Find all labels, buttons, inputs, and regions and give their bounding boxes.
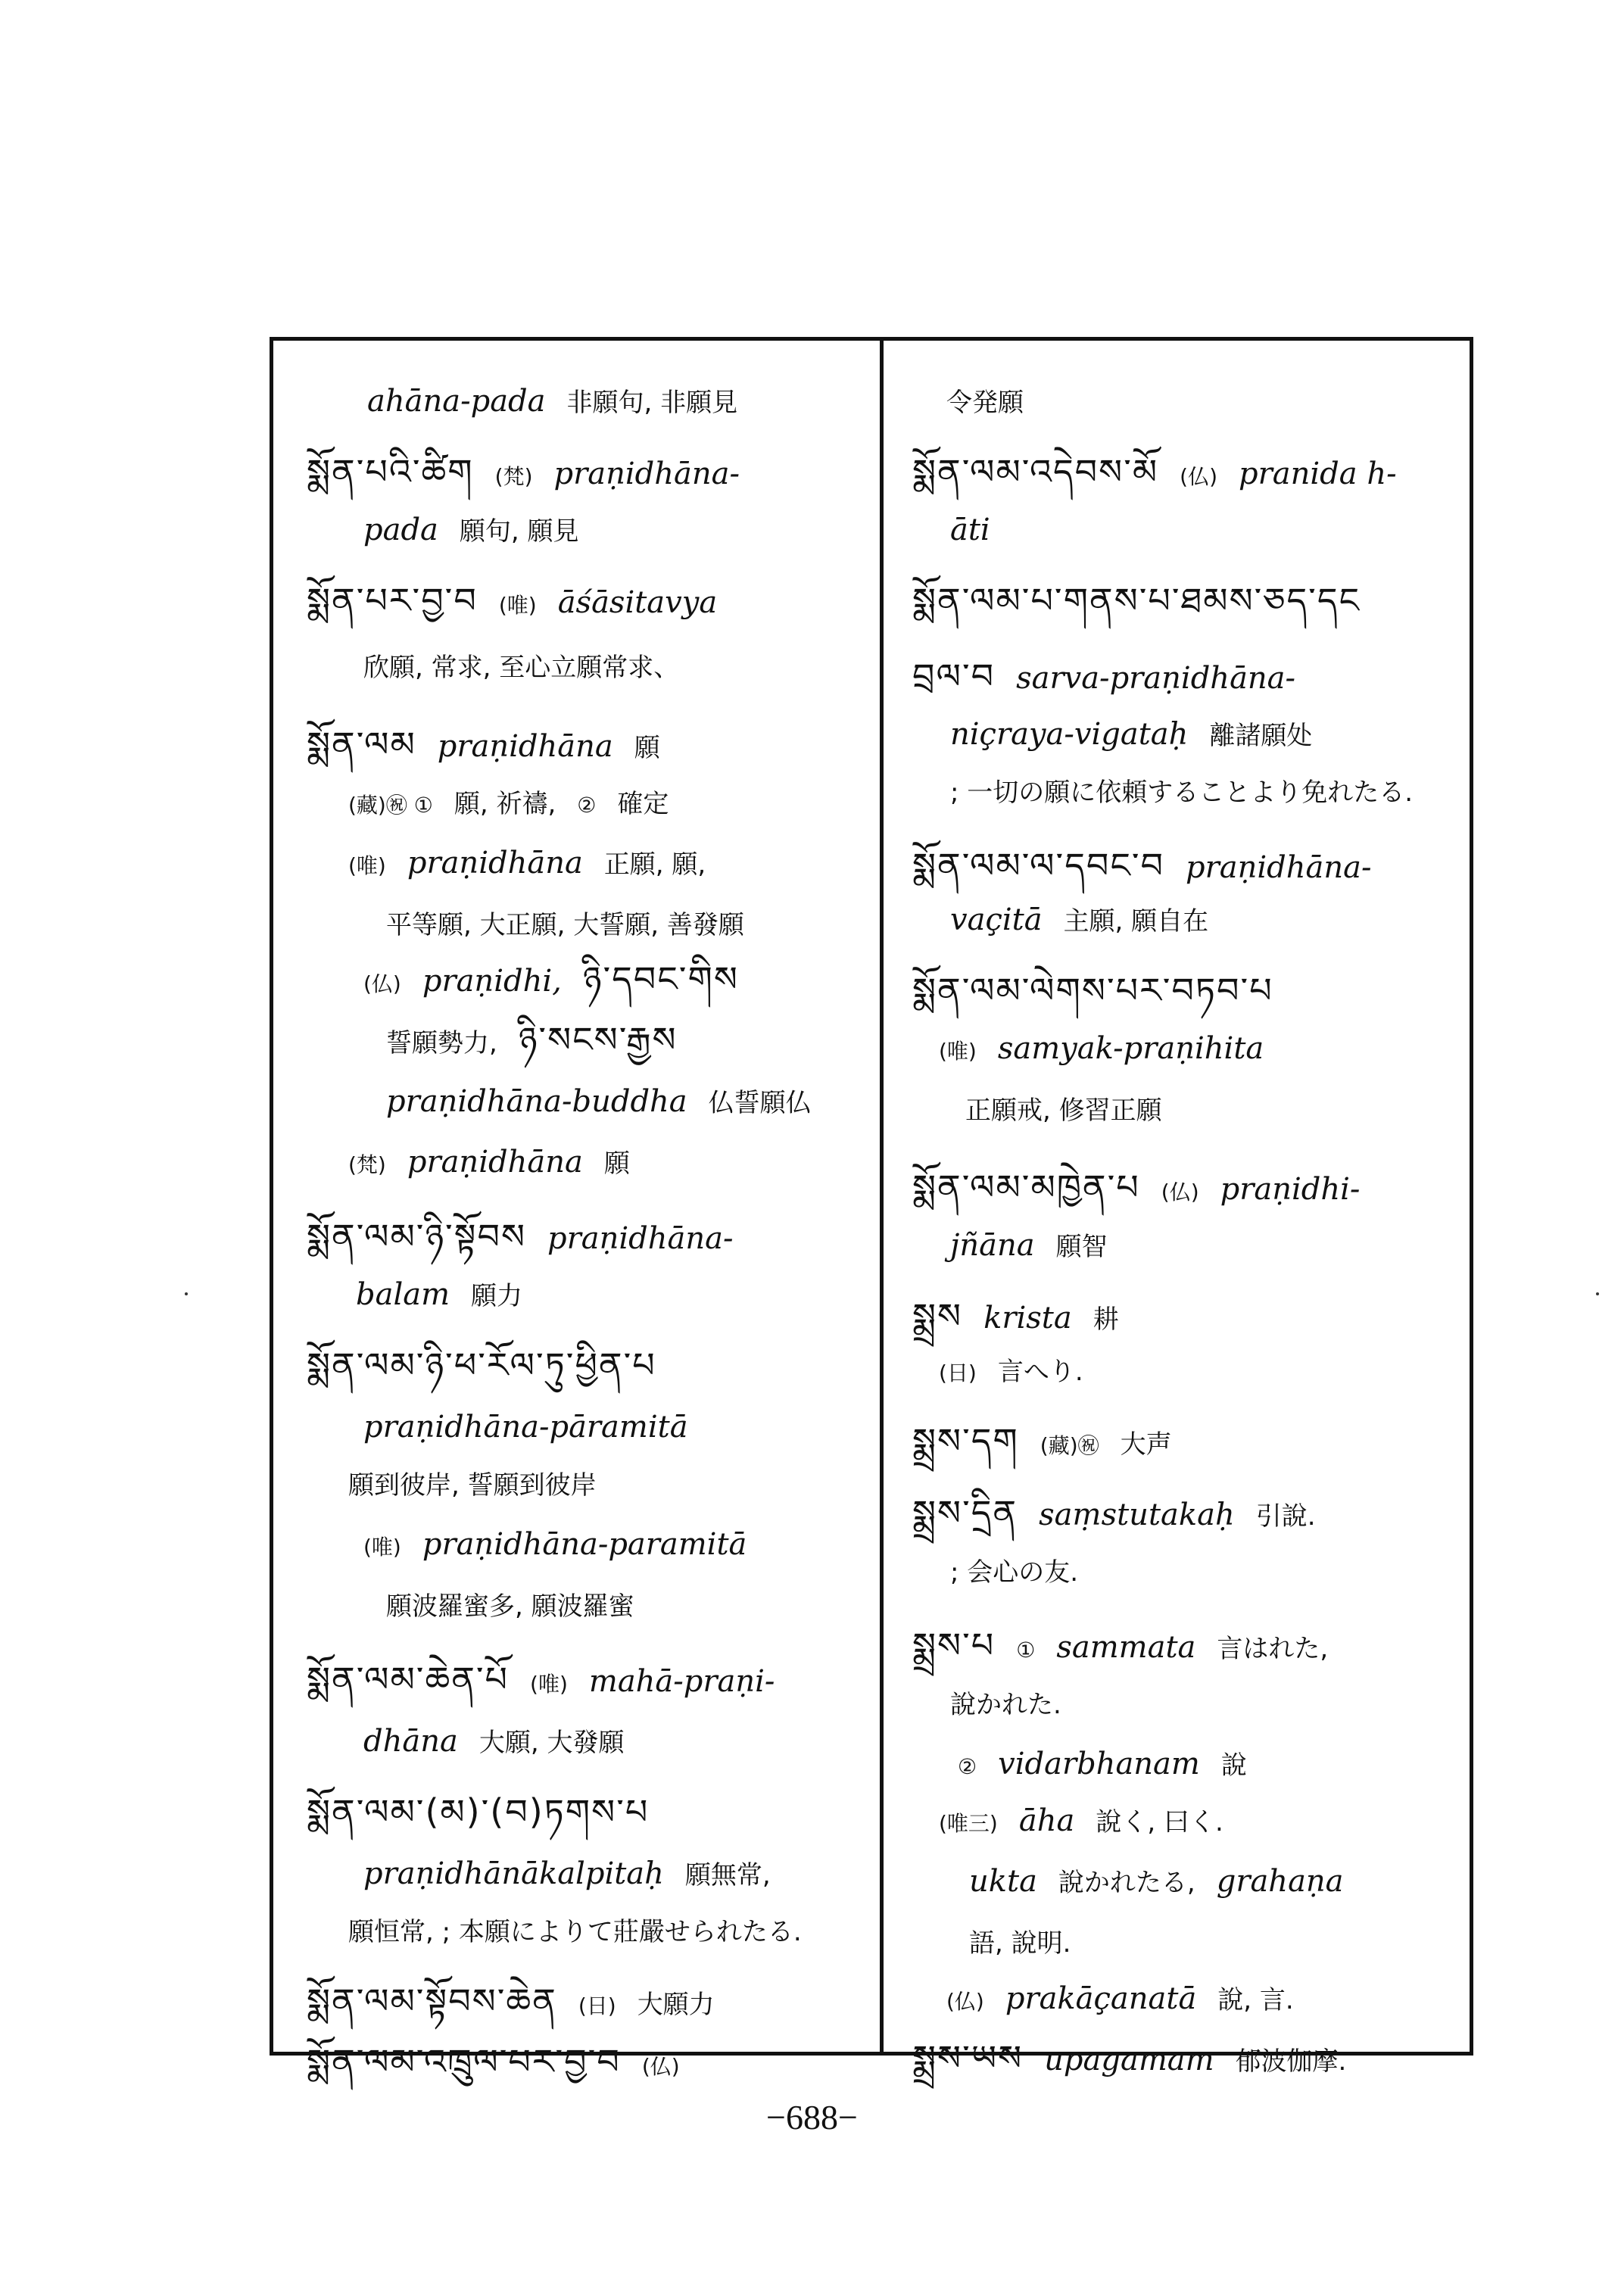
dictionary-line: [946, 386, 1045, 416]
tibetan-headword: བྲལ་བ: [912, 656, 996, 697]
dictionary-line: [356, 1279, 544, 1310]
japanese-gloss: 正願戒, 修習正願: [965, 1096, 1162, 1126]
dictionary-line: [386, 1019, 699, 1060]
dictionary-line: [348, 1915, 823, 1946]
source-marker: (唯): [530, 1672, 568, 1697]
sanskrit-term: prakāçanatā: [1005, 1981, 1197, 2016]
sanskrit-term: vidarbhanam: [998, 1747, 1200, 1781]
page-number: −688−: [766, 2098, 858, 2137]
japanese-gloss: 郁波伽摩.: [1235, 2046, 1347, 2077]
sanskrit-term: samyak-praṇihita: [997, 1031, 1264, 1066]
dictionary-line: [912, 1295, 1140, 1336]
sanskrit-term: grahaṇa: [1216, 1864, 1344, 1899]
sanskrit-term: praṇidhāna-: [547, 1221, 734, 1256]
sanskrit-term: āti: [950, 513, 990, 547]
tibetan-headword: ཉི་སངས་རྒྱས: [518, 1019, 678, 1060]
dictionary-line: [939, 1033, 1285, 1064]
tibetan-headword: སྨོན་ལམ: [307, 724, 416, 765]
japanese-gloss: 語, 說明.: [969, 1928, 1071, 1959]
source-marker: (唯三): [939, 1811, 998, 1836]
source-marker: (藏)㊗ ①: [348, 793, 433, 818]
sanskrit-term: krista: [983, 1301, 1072, 1336]
dictionary-line: [946, 1981, 1315, 2016]
column-divider: [880, 337, 884, 2056]
dictionary-line: [950, 1230, 1129, 1261]
sanskrit-term: praṇidhi-: [1220, 1172, 1361, 1207]
japanese-gloss: 願句, 願見: [459, 516, 579, 547]
source-marker: (梵): [494, 464, 533, 489]
dictionary-line: [950, 1688, 1083, 1719]
tibetan-headword: སྨོན་ལམ་པ་གནས་པ་ཐམས་ཅད་དང: [912, 580, 1361, 621]
japanese-gloss: 願: [603, 1149, 630, 1179]
dictionary-line: [367, 384, 759, 419]
japanese-gloss: 願波羅蜜多, 願波羅蜜: [386, 1591, 634, 1622]
dictionary-line: [386, 909, 765, 939]
source-marker: (唯): [939, 1039, 977, 1064]
japanese-gloss: 離諸願处: [1209, 721, 1313, 751]
japanese-gloss: 平等願, 大正願, 大誓願, 善發願: [386, 910, 744, 940]
sanskrit-term: āha: [1018, 1803, 1075, 1838]
dictionary-line: [912, 1420, 1193, 1461]
sanskrit-term: balam: [356, 1277, 450, 1312]
japanese-gloss: ; 一切の願に依頼することより免れたる.: [950, 778, 1414, 808]
dictionary-line: [969, 1866, 1365, 1897]
dictionary-line: [307, 1981, 736, 2021]
scan-speck: [185, 1292, 188, 1295]
japanese-gloss: 言へり.: [997, 1357, 1083, 1387]
japanese-gloss: 耕: [1093, 1304, 1119, 1335]
sanskrit-term: praṇidhāna: [407, 846, 583, 881]
tibetan-headword: སྨྲས་དག: [912, 1420, 1019, 1461]
source-marker: (仏): [1180, 464, 1218, 489]
sanskrit-term: sammata: [1056, 1630, 1196, 1665]
dictionary-line: [912, 451, 1418, 492]
japanese-gloss: 非願句, 非願見: [566, 388, 738, 418]
japanese-gloss: 仏誓願仏: [708, 1088, 812, 1118]
sanskrit-term: ukta: [969, 1864, 1037, 1899]
sanskrit-term: jñāna: [950, 1228, 1035, 1263]
source-marker: (日): [578, 1993, 616, 2018]
dictionary-line: [939, 1803, 1245, 1838]
japanese-gloss: 大願力: [637, 1990, 715, 2020]
source-marker: (唯): [348, 853, 386, 878]
dictionary-line: [965, 1094, 1183, 1124]
japanese-gloss: 願, 祈禱,: [454, 789, 556, 819]
japanese-gloss: 確定: [617, 789, 669, 819]
tibetan-headword: སྨོན་པར་བྱ་བ: [307, 580, 478, 621]
dictionary-line: [363, 1529, 768, 1560]
dictionary-line: [950, 776, 1434, 806]
tibetan-headword: སྨོན་ལམ་འཁྲུལ་པར་བྱ་བ: [307, 2041, 621, 2082]
dictionary-line: [912, 845, 1392, 886]
japanese-gloss: 願力: [471, 1281, 523, 1311]
dictionary-line: [386, 1086, 833, 1117]
dictionary-line: [363, 1856, 792, 1891]
sanskrit-term: praṇidhi,: [422, 964, 562, 999]
sanskrit-term: upagamam: [1044, 2043, 1214, 2077]
sanskrit-term: saṃstutakaḥ: [1039, 1498, 1235, 1532]
japanese-gloss: 正願, 願,: [603, 849, 706, 880]
tibetan-headword: སྨོན་ལམ་ཉི་སྟོབས: [307, 1216, 526, 1257]
source-marker: (仏): [363, 971, 401, 996]
tibetan-headword: སྨོན་ལམ་ལེགས་པར་བཏབ་པ: [912, 970, 1273, 1011]
japanese-gloss: 願: [634, 733, 660, 763]
source-marker: (日): [939, 1361, 977, 1385]
tibetan-headword: སྨོན་ལམ་མཁྱེན་པ: [912, 1167, 1140, 1208]
dictionary-line: [969, 1927, 1092, 1957]
source-marker: ②: [577, 793, 597, 818]
japanese-gloss: 欣願, 常求, 至心立願常求、: [363, 653, 680, 683]
dictionary-line: [307, 580, 738, 621]
sanskrit-term: praṇidhāna: [437, 729, 613, 764]
dictionary-line: [912, 1625, 1349, 1666]
dictionary-line: [348, 1145, 651, 1180]
dictionary-line: [912, 1492, 1337, 1533]
tibetan-headword: སྨོན་ལམ་ལ་དབང་བ: [912, 845, 1165, 886]
source-marker: ②: [958, 1754, 977, 1779]
japanese-gloss: 說く, 曰く.: [1096, 1807, 1223, 1837]
tibetan-headword: སྨོན་ལམ་ཆེན་པོ: [307, 1659, 510, 1700]
dictionary-line: [386, 1590, 656, 1620]
dictionary-line: [307, 1345, 678, 1385]
dictionary-line: [348, 846, 727, 881]
japanese-gloss: 誓願勢力,: [386, 1028, 497, 1058]
japanese-gloss: 說かれた.: [950, 1690, 1061, 1720]
dictionary-line: [307, 724, 681, 765]
sanskrit-term: praṇidhāna-pāramitā: [363, 1410, 688, 1445]
japanese-gloss: 說かれたる,: [1058, 1868, 1195, 1898]
dictionary-line: [950, 515, 1011, 545]
scan-speck: [1596, 1292, 1599, 1295]
sanskrit-term: praṇidhāna-: [1186, 850, 1372, 885]
sanskrit-term: niçraya-vigataḥ: [950, 717, 1189, 752]
source-marker: (仏): [641, 2054, 680, 2079]
sanskrit-term: mahā-praṇi-: [588, 1664, 775, 1699]
source-marker: (藏)㊗: [1040, 1433, 1099, 1458]
sanskrit-term: pada: [363, 513, 438, 547]
tibetan-headword: སྨྲས་ཡས: [912, 2037, 1024, 2078]
dictionary-line: [950, 902, 1230, 937]
dictionary-line: [363, 958, 760, 999]
japanese-gloss: ; 会心の友.: [950, 1557, 1079, 1588]
dictionary-line: [307, 1791, 670, 1832]
dictionary-line: [950, 719, 1333, 750]
dictionary-line: [939, 1355, 1105, 1385]
source-marker: (仏): [1161, 1180, 1199, 1205]
tibetan-headword: སྨོན་ལམ་སྟོབས་ཆེན: [307, 1981, 557, 2021]
dictionary-line: [912, 2037, 1367, 2078]
tibetan-headword: སྨྲས: [912, 1295, 963, 1336]
tibetan-headword: སྨྲས་པ: [912, 1625, 996, 1666]
dictionary-line: [912, 580, 1382, 621]
japanese-gloss: 令発願: [946, 388, 1024, 418]
sanskrit-term: praṇidhāna-: [553, 457, 740, 491]
japanese-gloss: 願到彼岸, 誓願到彼岸: [348, 1470, 597, 1501]
source-marker: (唯): [363, 1535, 401, 1560]
sanskrit-term: āśāsitavya: [557, 585, 718, 620]
source-marker: (梵): [348, 1152, 386, 1177]
dictionary-line: [912, 656, 1317, 697]
dictionary-line: [912, 970, 1295, 1011]
sanskrit-term: praṇidhāna-buddha: [386, 1084, 687, 1119]
japanese-gloss: 主願, 願自在: [1063, 906, 1209, 937]
dictionary-line: [912, 1167, 1381, 1208]
sanskrit-term: ahāna-pada: [367, 384, 546, 419]
tibetan-headword: སྨྲས་དྲིན: [912, 1492, 1018, 1533]
dictionary-line: [363, 1410, 709, 1445]
sanskrit-term: praṇidhāna-paramitā: [422, 1527, 747, 1562]
japanese-gloss: 願無常,: [684, 1860, 771, 1890]
japanese-gloss: 願智: [1055, 1232, 1108, 1262]
japanese-gloss: 引說.: [1255, 1501, 1316, 1532]
dictionary-line: [307, 1216, 754, 1257]
tibetan-headword: སྨོན་ལམ་ཉི་ཕ་རོལ་ཏུ་ཕྱིན་པ: [307, 1345, 656, 1385]
source-marker: (仏): [946, 1989, 984, 2014]
dictionary-line: [307, 1659, 796, 1700]
japanese-gloss: 大願, 大發願: [478, 1728, 625, 1758]
japanese-gloss: 言はれた,: [1217, 1634, 1329, 1664]
dictionary-line: [348, 1469, 618, 1499]
dictionary-line: [307, 451, 761, 492]
dictionary-line: [348, 787, 690, 818]
tibetan-headword: སྨོན་པའི་ཚིག: [307, 451, 474, 492]
dictionary-line: [958, 1749, 1268, 1779]
dictionary-line: [950, 1556, 1099, 1586]
dictionary-line: [363, 515, 600, 545]
dictionary-line: [307, 2041, 701, 2082]
sanskrit-term: dhāna: [363, 1724, 458, 1759]
sanskrit-term: praṇidhānākalpitaḥ: [363, 1856, 664, 1891]
source-marker: ①: [1016, 1638, 1036, 1663]
dictionary-line: [363, 651, 700, 681]
japanese-gloss: 說: [1220, 1750, 1247, 1781]
tibetan-headword: སྨོན་ལམ་འདེབས་མོ: [912, 451, 1159, 492]
japanese-gloss: 大声: [1120, 1429, 1172, 1460]
sanskrit-term: sarva-praṇidhāna-: [1016, 661, 1296, 696]
japanese-gloss: 願恒常, ; 本願によりて莊嚴せられたる.: [348, 1917, 802, 1947]
dictionary-line: [363, 1724, 645, 1759]
source-marker: (唯): [498, 593, 537, 618]
sanskrit-term: vaçitā: [950, 902, 1043, 937]
sanskrit-term: pranida h-: [1239, 457, 1397, 491]
tibetan-headword: ཉི་དབང་གིས: [582, 958, 739, 999]
tibetan-headword: སྨོན་ལམ་(མ)་(བ)ཏགས་པ: [307, 1791, 650, 1832]
sanskrit-term: praṇidhāna: [407, 1145, 583, 1180]
japanese-gloss: 說, 言.: [1217, 1985, 1294, 2015]
